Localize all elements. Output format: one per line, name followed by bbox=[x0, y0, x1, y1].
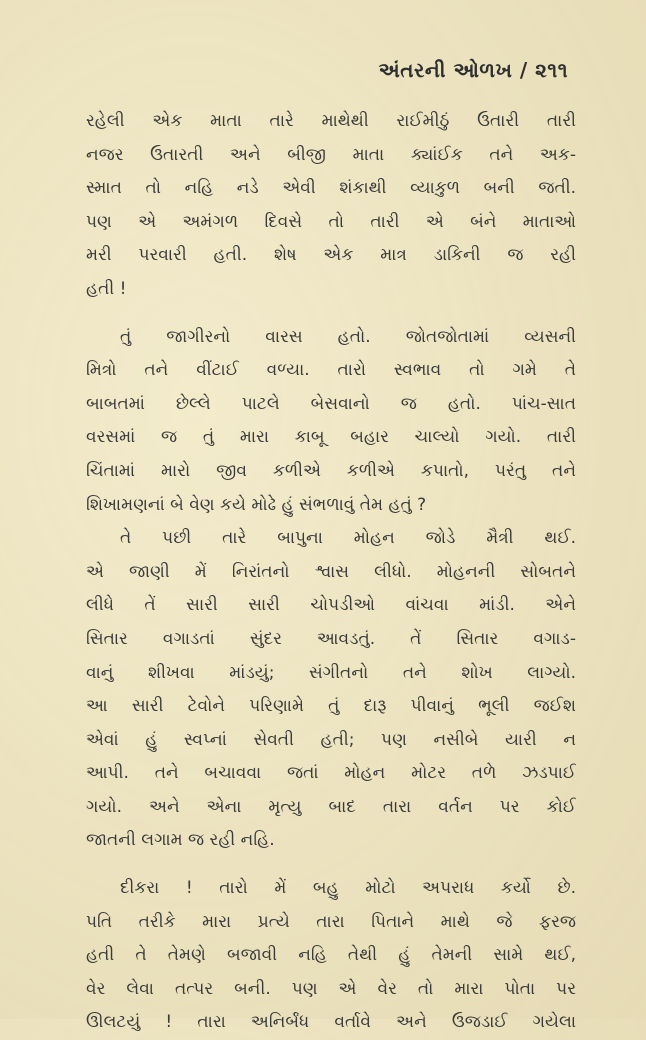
text-line: હતી ! bbox=[86, 278, 127, 299]
text-line: ગયો. અને એના મૃત્યુ બાદ તારા વર્તન પર કોઈ bbox=[86, 796, 576, 817]
text-line: રહેલી એક માતા તારે માથેથી રાઈમીઠું ઉતારી તારી bbox=[86, 111, 576, 131]
text-line: તું જાગીરનો વારસ હતો. જોતજોતામાં વ્યસની bbox=[120, 326, 576, 347]
text-line: વરસમાં જ તું મારા કાબૂ બહાર ચાલ્યો ગયો. તારી bbox=[86, 427, 576, 448]
text-line: એ જાણી મેં નિરાંતનો શ્વાસ લીધો. મોહનની સોબતને bbox=[86, 561, 576, 582]
text-line: મિત્રો તને વીંટાઈ વળ્યા. તારો સ્વભાવ તો ગમે તે bbox=[86, 360, 576, 381]
text-line: જાતની લગામ જ રહી નહિ. bbox=[86, 830, 275, 851]
paragraph bbox=[86, 522, 576, 858]
text-line: શિખામણનાં બે વેણ કયે મોઢે હું સંભળાવું તેમ હતું ? bbox=[86, 494, 427, 515]
text-line: આ સારી ટેવોને પરિણામે તું દારૂ પીવાનું ભૂલી જઈશ bbox=[86, 696, 576, 717]
body-text bbox=[86, 105, 576, 1040]
text-line: નજર ઉતારતી અને બીજી માતા ક્યાંઈક તને અક- bbox=[86, 144, 576, 165]
text-line: વેર લેવા તત્પર બની. પણ એ વેર તો મારા પોતા પર bbox=[86, 978, 576, 999]
text-line: સ્માત તો નહિ નડે એવી શંકાથી વ્યાકુળ બની જતી. bbox=[86, 178, 576, 199]
text-line: ઊલટયું ! તારા અનિર્બંધ વર્તાવે અને ઉજડાઈ ગયેલા bbox=[86, 1012, 576, 1033]
text-line: પતિ તરીકે મારા પ્રત્યે તારા પિતાને માથે જે ફરજ bbox=[86, 911, 576, 932]
text-line: હતી તે તેમણે બજાવી નહિ તેથી હું તેમની સામે થઈ, bbox=[86, 945, 576, 966]
text-line: મરી પરવારી હતી. શેષ એક માત્ર ડાકિની જ રહી bbox=[86, 245, 576, 266]
running-head: અંતરની ઓળખ / ૨૧૧ bbox=[378, 58, 568, 82]
text-line: વાનું શીખવા માંડયું; સંગીતનો તને શોખ લાગ્યો. bbox=[86, 662, 576, 683]
text-line: ચિંતામાં મારો જીવ કળીએ કળીએ કપાતો, પરંતુ તને bbox=[86, 460, 576, 481]
text-line: બાબતમાં છેલ્લે પાટલે બેસવાનો જ હતો. પાંચ-સાત bbox=[86, 393, 576, 414]
paragraph bbox=[86, 872, 576, 1040]
text-line: દીકરા ! તારો મેં બહુ મોટો અપરાધ કર્યો છે. bbox=[120, 878, 576, 899]
text-line: એવાં હું સ્વપ્નાં સેવતી હતી; પણ નસીબે યારી ન bbox=[86, 729, 576, 750]
paragraph bbox=[86, 321, 576, 523]
text-line: લીધે તેં સારી સારી ચોપડીઓ વાંચવા માંડી. એને bbox=[86, 595, 576, 616]
text-line: પણ એ અમંગળ દિવસે તો તારી એ બંને માતાઓ bbox=[86, 211, 576, 232]
text-line: તે પછી તારે બાપુના મોહન જોડે મૈત્રી થઈ. bbox=[120, 528, 576, 549]
text-line: આપી. તને બચાવવા જતાં મોહન મોટર તળે ઝડપાઈ bbox=[86, 763, 576, 784]
text-line: સિતાર વગાડતાં સુંદર આવડતું. તેં સિતાર વગાડ- bbox=[86, 628, 576, 649]
paragraph bbox=[86, 105, 576, 307]
